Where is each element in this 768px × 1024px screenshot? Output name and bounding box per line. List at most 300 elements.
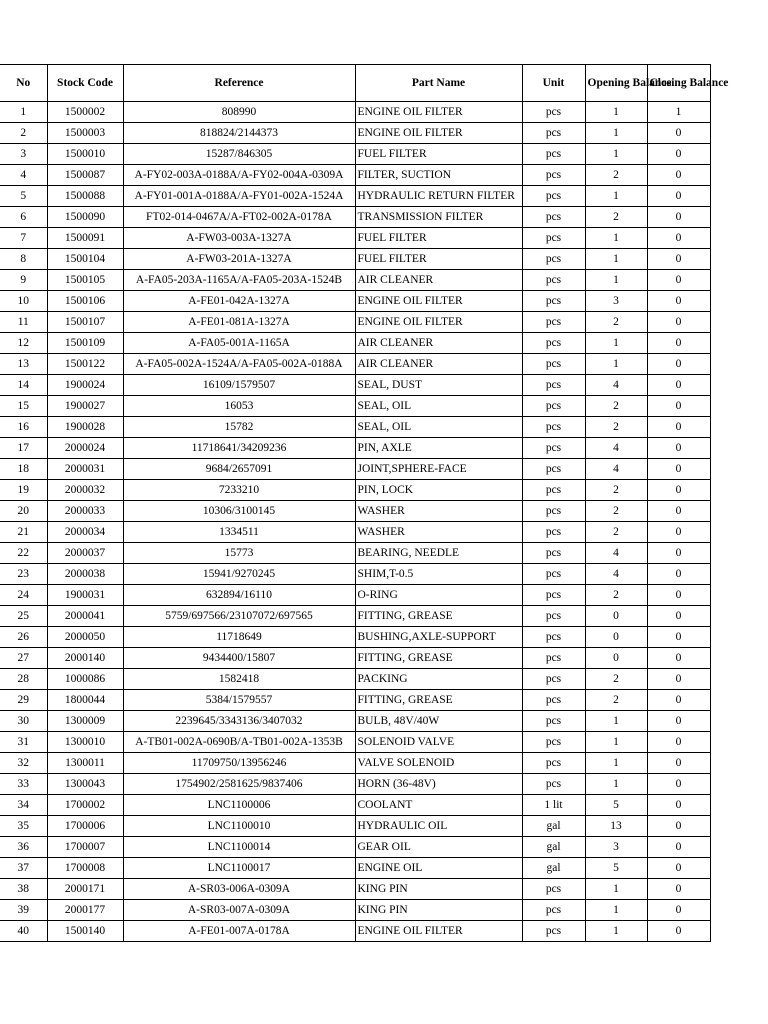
table-row [0,564,710,585]
cell-unit: pcs [522,480,585,501]
cell-part-name: SEAL, OIL [355,417,522,438]
table-row [0,648,710,669]
cell-closing-balance: 0 [647,606,710,627]
cell-no: 10 [0,291,47,312]
cell-closing-balance: 0 [647,753,710,774]
cell-no: 37 [0,858,47,879]
table-row [0,396,710,417]
cell-stock-code: 2000037 [47,543,123,564]
cell-closing-balance: 0 [647,900,710,921]
cell-closing-balance: 0 [647,816,710,837]
cell-reference: A-SR03-006A-0309A [123,879,355,900]
cell-opening-balance: 1 [585,753,647,774]
cell-unit: pcs [522,207,585,228]
cell-unit: gal [522,816,585,837]
cell-unit: pcs [522,606,585,627]
cell-reference: 7233210 [123,480,355,501]
cell-no: 29 [0,690,47,711]
cell-unit: pcs [522,438,585,459]
cell-closing-balance: 0 [647,459,710,480]
cell-unit: pcs [522,774,585,795]
cell-closing-balance: 0 [647,711,710,732]
cell-reference: A-FE01-007A-0178A [123,921,355,942]
cell-opening-balance: 4 [585,375,647,396]
cell-stock-code: 1500088 [47,186,123,207]
cell-part-name: SHIM,T-0.5 [355,564,522,585]
cell-closing-balance: 0 [647,627,710,648]
cell-no: 25 [0,606,47,627]
cell-stock-code: 1500003 [47,123,123,144]
cell-unit: pcs [522,123,585,144]
cell-reference: A-FY01-001A-0188A/A-FY01-002A-1524A [123,186,355,207]
table-row [0,669,710,690]
cell-closing-balance: 0 [647,438,710,459]
cell-stock-code: 1700007 [47,837,123,858]
table-row [0,480,710,501]
header-stock-code: Stock Code [47,65,123,102]
cell-unit: pcs [522,354,585,375]
cell-no: 20 [0,501,47,522]
cell-no: 4 [0,165,47,186]
table-row [0,417,710,438]
cell-closing-balance: 0 [647,585,710,606]
cell-no: 7 [0,228,47,249]
table-row [0,249,710,270]
cell-opening-balance: 0 [585,648,647,669]
cell-opening-balance: 1 [585,900,647,921]
table-row [0,921,710,942]
cell-reference: A-FE01-081A-1327A [123,312,355,333]
cell-part-name: BULB, 48V/40W [355,711,522,732]
cell-reference: 632894/16110 [123,585,355,606]
cell-opening-balance: 13 [585,816,647,837]
cell-closing-balance: 0 [647,144,710,165]
cell-stock-code: 2000033 [47,501,123,522]
cell-no: 27 [0,648,47,669]
cell-opening-balance: 2 [585,417,647,438]
table-row [0,732,710,753]
table-row [0,543,710,564]
cell-opening-balance: 1 [585,732,647,753]
table-row [0,795,710,816]
cell-part-name: WASHER [355,501,522,522]
cell-reference: A-FW03-003A-1327A [123,228,355,249]
cell-opening-balance: 1 [585,228,647,249]
cell-stock-code: 2000140 [47,648,123,669]
cell-stock-code: 1300009 [47,711,123,732]
cell-reference: A-FY02-003A-0188A/A-FY02-004A-0309A [123,165,355,186]
cell-part-name: TRANSMISSION FILTER [355,207,522,228]
cell-stock-code: 1500105 [47,270,123,291]
cell-no: 11 [0,312,47,333]
cell-reference: LNC1100006 [123,795,355,816]
table-row [0,837,710,858]
cell-reference: A-FA05-002A-1524A/A-FA05-002A-0188A [123,354,355,375]
cell-opening-balance: 1 [585,186,647,207]
cell-reference: 1754902/2581625/9837406 [123,774,355,795]
cell-opening-balance: 1 [585,270,647,291]
cell-no: 33 [0,774,47,795]
cell-opening-balance: 3 [585,837,647,858]
cell-closing-balance: 0 [647,795,710,816]
cell-closing-balance: 0 [647,921,710,942]
cell-opening-balance: 0 [585,627,647,648]
cell-unit: pcs [522,585,585,606]
cell-stock-code: 1900024 [47,375,123,396]
cell-reference: 10306/3100145 [123,501,355,522]
table-row [0,627,710,648]
cell-unit: pcs [522,543,585,564]
cell-unit: pcs [522,333,585,354]
cell-opening-balance: 2 [585,669,647,690]
table-row [0,186,710,207]
header-unit: Unit [522,65,585,102]
table-row [0,501,710,522]
cell-unit: pcs [522,564,585,585]
cell-part-name: JOINT,SPHERE-FACE [355,459,522,480]
cell-stock-code: 2000050 [47,627,123,648]
cell-stock-code: 1500010 [47,144,123,165]
cell-opening-balance: 2 [585,501,647,522]
table-row [0,144,710,165]
cell-no: 5 [0,186,47,207]
cell-part-name: FITTING, GREASE [355,606,522,627]
cell-unit: gal [522,858,585,879]
cell-opening-balance: 2 [585,690,647,711]
cell-unit: pcs [522,144,585,165]
cell-stock-code: 2000038 [47,564,123,585]
cell-reference: A-FW03-201A-1327A [123,249,355,270]
cell-stock-code: 1900031 [47,585,123,606]
cell-part-name: ENGINE OIL FILTER [355,921,522,942]
cell-no: 2 [0,123,47,144]
table-body [0,102,710,942]
cell-stock-code: 2000024 [47,438,123,459]
cell-unit: pcs [522,102,585,123]
cell-unit: pcs [522,900,585,921]
cell-opening-balance: 4 [585,459,647,480]
cell-part-name: HORN (36-48V) [355,774,522,795]
cell-opening-balance: 0 [585,606,647,627]
cell-closing-balance: 0 [647,375,710,396]
cell-part-name: FUEL FILTER [355,144,522,165]
cell-part-name: KING PIN [355,879,522,900]
cell-closing-balance: 0 [647,123,710,144]
cell-stock-code: 1700006 [47,816,123,837]
cell-closing-balance: 0 [647,669,710,690]
cell-closing-balance: 0 [647,354,710,375]
cell-reference: 15782 [123,417,355,438]
cell-no: 35 [0,816,47,837]
cell-closing-balance: 0 [647,207,710,228]
cell-unit: pcs [522,249,585,270]
cell-reference: 16109/1579507 [123,375,355,396]
cell-unit: pcs [522,228,585,249]
cell-part-name: ENGINE OIL FILTER [355,123,522,144]
cell-no: 18 [0,459,47,480]
table-row [0,774,710,795]
cell-closing-balance: 0 [647,774,710,795]
cell-opening-balance: 3 [585,291,647,312]
cell-no: 38 [0,879,47,900]
header-row [0,65,710,102]
cell-closing-balance: 0 [647,291,710,312]
cell-no: 40 [0,921,47,942]
table-row [0,228,710,249]
cell-part-name: VALVE SOLENOID [355,753,522,774]
cell-reference: LNC1100014 [123,837,355,858]
cell-stock-code: 1000086 [47,669,123,690]
table-row [0,165,710,186]
cell-no: 32 [0,753,47,774]
cell-part-name: AIR CLEANER [355,270,522,291]
cell-part-name: PACKING [355,669,522,690]
cell-reference: 808990 [123,102,355,123]
header-closing-balance: Closing Balance [647,65,710,102]
inventory-table [0,64,729,942]
cell-unit: pcs [522,669,585,690]
table-row [0,123,710,144]
cell-unit: pcs [522,291,585,312]
cell-part-name: BUSHING,AXLE-SUPPORT [355,627,522,648]
cell-no: 22 [0,543,47,564]
table-row [0,459,710,480]
cell-no: 13 [0,354,47,375]
cell-closing-balance: 0 [647,837,710,858]
table-row [0,522,710,543]
cell-stock-code: 2000034 [47,522,123,543]
cell-unit: pcs [522,921,585,942]
cell-unit: pcs [522,459,585,480]
cell-no: 16 [0,417,47,438]
cell-part-name: ENGINE OIL FILTER [355,291,522,312]
cell-unit: pcs [522,375,585,396]
cell-no: 34 [0,795,47,816]
cell-closing-balance: 1 [647,102,710,123]
table-row [0,606,710,627]
cell-unit: pcs [522,501,585,522]
cell-part-name: FUEL FILTER [355,228,522,249]
table-row [0,354,710,375]
cell-opening-balance: 1 [585,102,647,123]
cell-closing-balance: 0 [647,249,710,270]
table-row [0,270,710,291]
cell-part-name: WASHER [355,522,522,543]
cell-closing-balance: 0 [647,648,710,669]
cell-closing-balance: 0 [647,858,710,879]
header-reference: Reference [123,65,355,102]
header-opening-balance: Opening Balance [585,65,647,102]
cell-opening-balance: 2 [585,207,647,228]
table-row [0,312,710,333]
cell-reference: 15773 [123,543,355,564]
cell-closing-balance: 0 [647,732,710,753]
cell-stock-code: 1500109 [47,333,123,354]
cell-closing-balance: 0 [647,186,710,207]
cell-part-name: SEAL, OIL [355,396,522,417]
cell-closing-balance: 0 [647,501,710,522]
cell-opening-balance: 1 [585,711,647,732]
cell-part-name: FITTING, GREASE [355,690,522,711]
cell-opening-balance: 1 [585,249,647,270]
cell-closing-balance: 0 [647,228,710,249]
cell-no: 9 [0,270,47,291]
cell-unit: pcs [522,879,585,900]
table-row [0,102,710,123]
cell-closing-balance: 0 [647,564,710,585]
cell-unit: pcs [522,165,585,186]
cell-closing-balance: 0 [647,480,710,501]
cell-reference: 11718649 [123,627,355,648]
cell-stock-code: 2000171 [47,879,123,900]
cell-unit: pcs [522,270,585,291]
cell-closing-balance: 0 [647,165,710,186]
cell-opening-balance: 1 [585,921,647,942]
cell-no: 39 [0,900,47,921]
table-row [0,858,710,879]
cell-stock-code: 1300010 [47,732,123,753]
cell-closing-balance: 0 [647,522,710,543]
cell-no: 23 [0,564,47,585]
cell-closing-balance: 0 [647,543,710,564]
cell-stock-code: 1500107 [47,312,123,333]
cell-stock-code: 1700002 [47,795,123,816]
cell-part-name: FUEL FILTER [355,249,522,270]
cell-no: 26 [0,627,47,648]
cell-stock-code: 2000031 [47,459,123,480]
table-row [0,879,710,900]
table-row [0,585,710,606]
table-row [0,333,710,354]
cell-reference: 5759/697566/23107072/697565 [123,606,355,627]
cell-opening-balance: 5 [585,795,647,816]
cell-part-name: O-RING [355,585,522,606]
table-row [0,438,710,459]
cell-opening-balance: 1 [585,123,647,144]
cell-stock-code: 1500140 [47,921,123,942]
cell-reference: 9434400/15807 [123,648,355,669]
cell-part-name: KING PIN [355,900,522,921]
cell-stock-code: 1900027 [47,396,123,417]
cell-opening-balance: 2 [585,480,647,501]
cell-opening-balance: 2 [585,165,647,186]
cell-no: 30 [0,711,47,732]
cell-part-name: AIR CLEANER [355,333,522,354]
cell-part-name: HYDRAULIC RETURN FILTER [355,186,522,207]
cell-part-name: COOLANT [355,795,522,816]
cell-no: 1 [0,102,47,123]
cell-opening-balance: 5 [585,858,647,879]
table-row [0,711,710,732]
cell-opening-balance: 1 [585,354,647,375]
cell-no: 6 [0,207,47,228]
cell-reference: 16053 [123,396,355,417]
cell-closing-balance: 0 [647,333,710,354]
cell-part-name: HYDRAULIC OIL [355,816,522,837]
table-row [0,816,710,837]
cell-stock-code: 1900028 [47,417,123,438]
cell-unit: pcs [522,627,585,648]
cell-reference: A-FA05-001A-1165A [123,333,355,354]
header-part-name: Part Name [355,65,522,102]
cell-closing-balance: 0 [647,270,710,291]
cell-part-name: ENGINE OIL FILTER [355,312,522,333]
table-row [0,690,710,711]
cell-part-name: GEAR OIL [355,837,522,858]
cell-closing-balance: 0 [647,417,710,438]
cell-unit: pcs [522,732,585,753]
cell-reference: 11709750/13956246 [123,753,355,774]
cell-opening-balance: 2 [585,522,647,543]
cell-stock-code: 1500002 [47,102,123,123]
cell-reference: A-FA05-203A-1165A/A-FA05-203A-1524B [123,270,355,291]
cell-opening-balance: 4 [585,564,647,585]
cell-opening-balance: 1 [585,333,647,354]
cell-unit: pcs [522,186,585,207]
cell-no: 36 [0,837,47,858]
cell-stock-code: 1800044 [47,690,123,711]
cell-unit: pcs [522,690,585,711]
cell-closing-balance: 0 [647,396,710,417]
cell-opening-balance: 1 [585,879,647,900]
table-row [0,291,710,312]
cell-no: 17 [0,438,47,459]
cell-reference: A-FE01-042A-1327A [123,291,355,312]
cell-stock-code: 1300011 [47,753,123,774]
cell-part-name: AIR CLEANER [355,354,522,375]
cell-reference: 5384/1579557 [123,690,355,711]
cell-stock-code: 1500104 [47,249,123,270]
cell-no: 15 [0,396,47,417]
cell-opening-balance: 4 [585,543,647,564]
cell-part-name: ENGINE OIL FILTER [355,102,522,123]
cell-stock-code: 1700008 [47,858,123,879]
cell-no: 8 [0,249,47,270]
cell-reference: LNC1100017 [123,858,355,879]
cell-unit: gal [522,837,585,858]
cell-no: 24 [0,585,47,606]
cell-reference: 15287/846305 [123,144,355,165]
cell-stock-code: 2000041 [47,606,123,627]
cell-unit: pcs [522,711,585,732]
table-row [0,900,710,921]
table-row [0,753,710,774]
cell-part-name: BEARING, NEEDLE [355,543,522,564]
table-row [0,375,710,396]
cell-stock-code: 1500087 [47,165,123,186]
cell-closing-balance: 0 [647,312,710,333]
cell-stock-code: 2000177 [47,900,123,921]
cell-stock-code: 1500106 [47,291,123,312]
cell-reference: 818824/2144373 [123,123,355,144]
cell-part-name: PIN, LOCK [355,480,522,501]
cell-reference: A-SR03-007A-0309A [123,900,355,921]
cell-part-name: FILTER, SUCTION [355,165,522,186]
cell-reference: A-TB01-002A-0690B/A-TB01-002A-1353B [123,732,355,753]
cell-part-name: ENGINE OIL [355,858,522,879]
cell-reference: 11718641/34209236 [123,438,355,459]
header-no: No [0,65,47,102]
cell-no: 3 [0,144,47,165]
cell-opening-balance: 2 [585,585,647,606]
cell-reference: 15941/9270245 [123,564,355,585]
cell-unit: pcs [522,312,585,333]
cell-no: 21 [0,522,47,543]
cell-reference: 1334511 [123,522,355,543]
cell-closing-balance: 0 [647,690,710,711]
cell-reference: 9684/2657091 [123,459,355,480]
cell-opening-balance: 4 [585,438,647,459]
